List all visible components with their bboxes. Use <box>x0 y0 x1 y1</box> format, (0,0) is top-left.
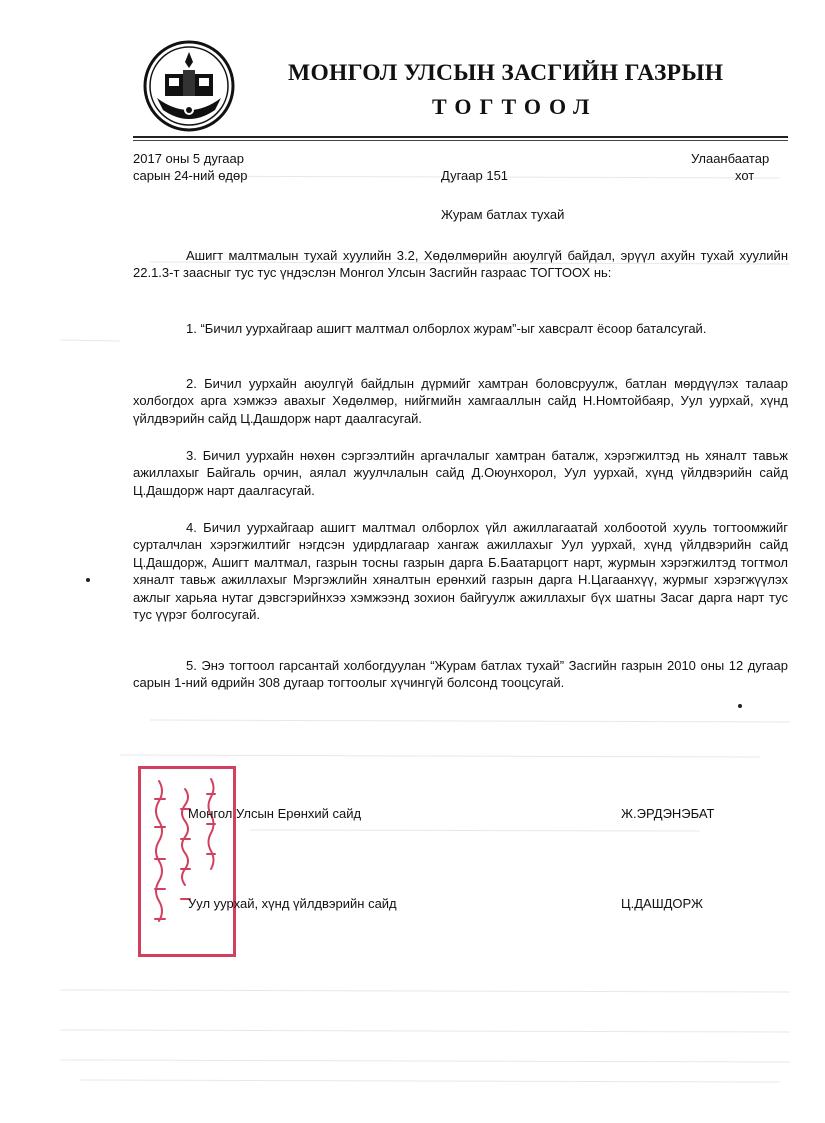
official-seal-icon <box>138 766 236 957</box>
clause-3-paragraph: 3. Бичил уурхайн нөхөн сэргээлтийн аргачлалыг хамтран баталж, хэрэгжилтэд нь хяналт тавьж ажиллахыг Байгаль орчин, аялал жуулчлалын сайд Д.Оюунхорол, Уул уурхай, хүнд үйлдвэрийн сайд Ц.Дашдорж нарт даалгасугай. <box>133 448 788 498</box>
signatory-1-title: Монгол Улсын Ерөнхий сайд <box>188 806 362 821</box>
decree-heading: Журам батлах тухай <box>441 207 565 222</box>
clause-2-paragraph: 2. Бичил уурхайн аюулгүй байдлын дүрмийг хамтран боловсруулж, батлан мөрдүүлэх талаар холбогдох арга хэмжээ авахыг Хөдөлмөр, нийгмийн хамгааллын сайд Н.Номтойбаяр, Уул уурхай, хүнд үйлдвэрийн сайд Ц.Дашдорж нарт даалгасугай. <box>133 376 788 426</box>
seal-script-icon <box>141 769 233 954</box>
state-emblem-icon <box>143 40 235 132</box>
header-rule-thin <box>133 140 788 141</box>
header-rule <box>133 136 788 138</box>
document-type-title: ТОГТООЛ <box>432 94 598 119</box>
document-authority-title: МОНГОЛ УЛСЫН ЗАСГИЙН ГАЗРЫН <box>288 60 724 86</box>
city-line-2: хот <box>735 168 755 183</box>
date-line-1: 2017 оны 5 дугаар <box>133 151 244 166</box>
clause-5-paragraph: 5. Энэ тогтоол гарсантай холбогдуулан “Журам батлах тухай” Засгийн газрын 2010 оны 12 дугаар сарын 1-ний өдрийн 308 дугаар тогтоолыг хүчингүй болсонд тооцсугай. <box>133 658 788 691</box>
date-line-2: сарын 24-ний өдөр <box>133 168 248 183</box>
clause-1-paragraph: 1. “Бичил уурхайгаар ашигт малтмал олборлох журам”-ыг хавсралт ёсоор баталсугай. <box>186 321 707 336</box>
city-line-1: Улаанбаатар <box>691 151 770 166</box>
preamble-paragraph: Ашигт малтмалын тухай хуулийн 3.2, Хөдөлмөрийн аюулгүй байдал, эрүүл ахуйн тухай хуулийн 22.1.3-т заасныг тус тус үндэслэн Монгол Улсын Засгийн газраас ТОГТООХ нь: <box>133 248 788 281</box>
decree-number: Дугаар 151 <box>441 168 509 183</box>
clause-4-paragraph: 4. Бичил уурхайгаар ашигт малтмал олборлох үйл ажиллагаатай холбоотой хууль тогтоомжийг сурталчлан хэрэгжилтийг нэгдсэн удирдлагаар хангаж ажиллахыг Уул уурхай, хүнд үйлдвэрийн сайд Ц.Дашдорж, Ашигт малтмал, газрын тосны газрын дарга Б.Баатарцогт нарт, журмын хэрэгжилтэд тогтмол хяналт тавьж ажиллахыг Мэргэжлийн хяналтын ерөнхий газрын дарга Н.Цагаанхүү, журмыг хэрэгжүүлэх ажлыг харьяа нутаг дэвсгэрийнхээ хэмжээнд зохион байгуулж ажиллахыг бүх шатны Засаг дарга нарт тус тус үүрэг болгосугай. <box>133 520 788 623</box>
signatory-2-title: Уул уурхай, хүнд үйлдвэрийн сайд <box>188 896 397 911</box>
signatory-2-name: Ц.ДАШДОРЖ <box>621 896 704 911</box>
signatory-1-name: Ж.ЭРДЭНЭБАТ <box>621 806 715 821</box>
